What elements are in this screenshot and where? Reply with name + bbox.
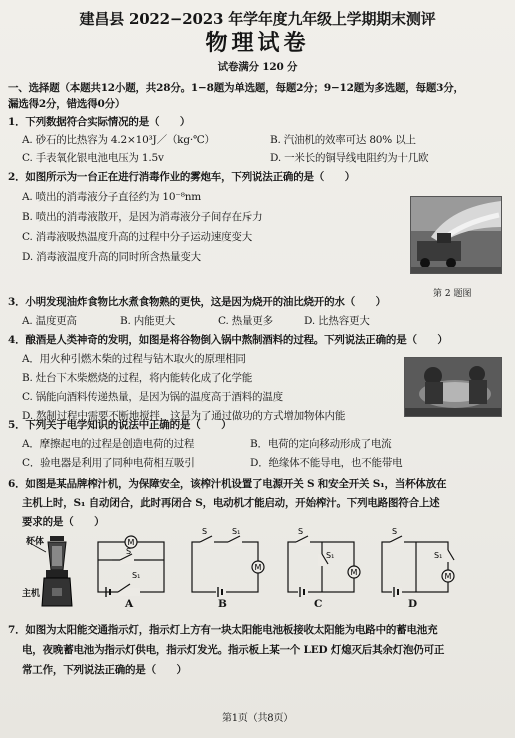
q5-option-b: B．电荷的定向移动形成了电流: [250, 438, 392, 450]
circuit-b: [186, 527, 266, 606]
q6-stem-line3: 要求的是（ ）: [22, 516, 105, 528]
switch-s-label-d: S: [392, 527, 398, 536]
q2-stem: 2．如图所示为一台正在进行消毒作业的雾炮车，下列说法正确的是（ ）: [8, 171, 356, 183]
q3-option-d: D. 比热容更大: [304, 315, 370, 327]
q2-option-b: B. 喷出的消毒液散开，是因为消毒液分子间存在斥力: [22, 211, 263, 223]
q5-option-a: A．摩擦起电的过程是创造电荷的过程: [22, 438, 195, 450]
q5-option-c: C．验电器是利用了同种电荷相互吸引: [22, 457, 195, 469]
motor-label-c: M: [350, 568, 358, 577]
subject-title: 物理试卷: [205, 30, 310, 56]
switch-s1-label-d: S₁: [434, 551, 443, 560]
section-heading-line2: 漏选得2分，错选得0分）: [8, 98, 126, 110]
q1-option-d: D. 一米长的铜导线电阻约为十几欧: [270, 152, 429, 164]
q4-option-a: A．用火种引燃木柴的过程与钻木取火的原理相同: [22, 353, 246, 365]
switch-s-label-a: S: [126, 547, 132, 556]
circuit-label-a: A: [125, 598, 133, 610]
q7-line3: 常工作，下列说法正确的是（ ）: [22, 664, 187, 676]
q3-stem: 3．小明发现油炸食物比水煮食物熟的更快，这是因为烧开的油比烧开的水（ ）: [8, 296, 386, 308]
circuit-a: [92, 534, 172, 606]
q3-option-a: A. 温度更高: [22, 315, 77, 327]
q4-option-c: C. 锅能向酒料传递热量，是因为锅的温度高于酒料的温度: [22, 391, 283, 403]
switch-s1-label-c: S₁: [326, 551, 335, 560]
motor-label-b: M: [254, 563, 262, 572]
q3-option-c: C. 热量更多: [218, 315, 273, 327]
page-number: 第1页（共8页）: [221, 713, 294, 724]
q2-option-d: D. 消毒液温度升高的同时所含热量变大: [22, 251, 201, 263]
section-heading-line1: 一、选择题（本题共12小题，共28分。1−8题为单选题，每题2分；9−12题为多选题，每题3分，: [8, 82, 464, 94]
motor-label-a: M: [127, 538, 135, 547]
label-cup: 杯体: [26, 537, 45, 547]
switch-s1-label-a: S₁: [132, 571, 141, 580]
brewing-photo: [404, 357, 502, 417]
q1-option-c: C. 手表氧化银电池电压为 1.5v: [22, 152, 164, 164]
switch-s-label-c: S: [298, 527, 304, 536]
switch-s1-label-b: S₁: [232, 527, 241, 536]
q5-option-d: D．绝缘体不能导电，也不能带电: [250, 457, 403, 469]
q4-stem: 4．酿酒是人类神奇的发明，如图是将谷物倒入锅中熬制酒料的过程。下列说法正确的是（ ）: [8, 334, 448, 346]
circuit-label-d: D: [408, 598, 417, 610]
q7-line1: 7．如图为太阳能交通指示灯，指示灯上方有一块太阳能电池板接收太阳能为电路中的蓄电池充: [8, 624, 438, 636]
circuit-label-b: B: [218, 598, 227, 610]
q4-option-d: D. 熬制过程中需要不断地搅拌，这是为了通过做功的方式增加物体内能: [22, 410, 346, 422]
exam-title: 建昌县 2022−2023 年学年度九年级上学期期末测评: [79, 10, 436, 28]
q6-stem-line1: 6．如图是某品牌榨汁机，为保障安全，该榨汁机设置了电源开关 S 和安全开关 S₁，当杯体放在: [8, 478, 447, 490]
fog-cannon-truck-photo: [410, 196, 502, 274]
label-host: 主机: [22, 589, 41, 599]
q1-option-a: A. 砂石的比热容为 4.2×10³J／（kg·℃）: [22, 134, 215, 146]
q2-option-c: C. 消毒液吸热温度升高的过程中分子运动速度变大: [22, 231, 253, 243]
q7-line2: 电，夜晚蓄电池为指示灯供电，指示灯发光。指示板上某一个 LED 灯熄灭后其余灯泡仍可正: [22, 644, 445, 656]
q5-stem: 5．下列关于电学知识的说法中正确的是（ ）: [8, 419, 232, 431]
full-score: 试卷满分 120 分: [217, 61, 298, 73]
q4-option-b: B. 灶台下木柴燃烧的过程，将内能转化成了化学能: [22, 372, 253, 384]
q2-figure-caption: 第 2 题图: [433, 289, 472, 299]
switch-s-label-b: S: [202, 527, 208, 536]
motor-label-d: M: [444, 572, 452, 581]
q3-option-b: B. 内能更大: [120, 315, 175, 327]
q1-stem: 1．下列数据符合实际情况的是（ ）: [8, 116, 191, 128]
circuit-c: [282, 527, 368, 606]
circuit-d: [376, 527, 462, 606]
cup-pointer-line: [28, 540, 48, 560]
q1-option-b: B. 汽油机的效率可达 80% 以上: [270, 134, 416, 146]
q2-option-a: A. 喷出的消毒液分子直径约为 10⁻⁸nm: [22, 191, 202, 203]
q6-stem-line2: 主机上时，S₁ 自动闭合，此时再闭合 S，电动机才能启动，开始榨汁。下列电路图符合上述: [22, 497, 440, 509]
circuit-label-c: C: [314, 598, 323, 610]
